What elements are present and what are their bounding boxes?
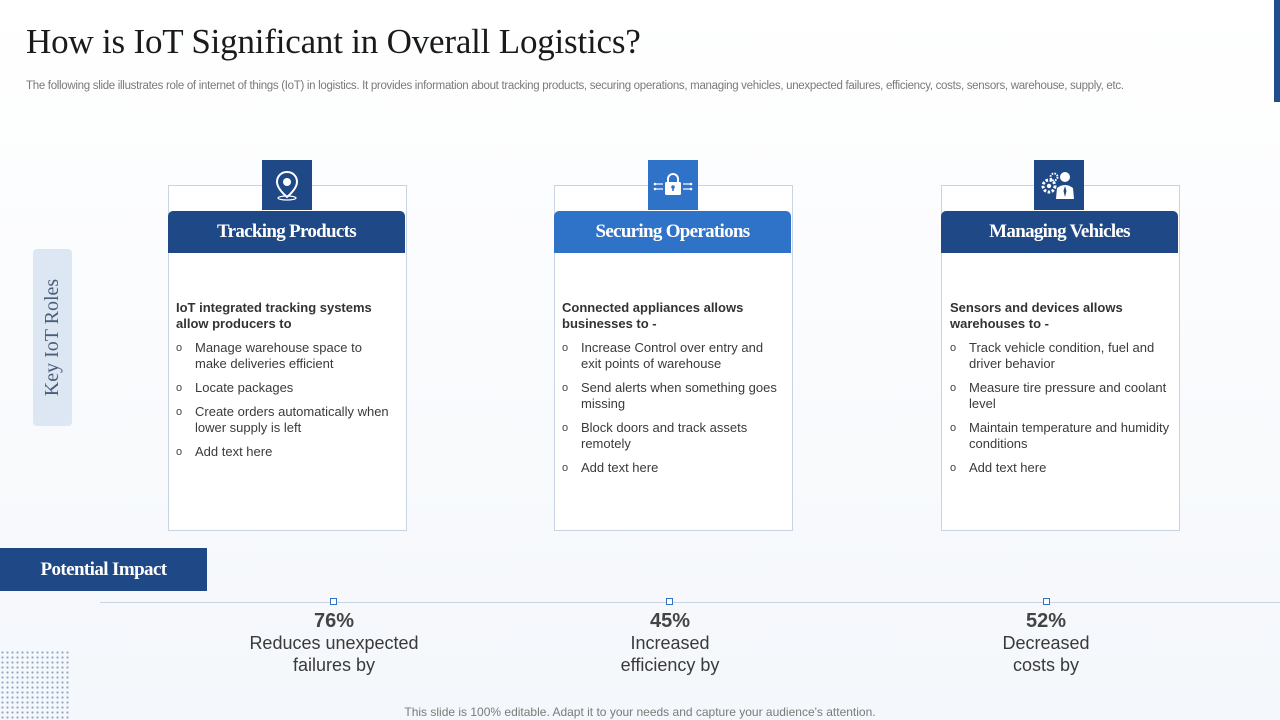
list-item: o Track vehicle condition, fuel and driver behavior (950, 340, 1155, 371)
key-iot-roles-tab (33, 249, 72, 426)
list-item: o Add text here (562, 460, 659, 475)
impact-marker (666, 598, 673, 605)
corner-accent-bar (1272, 0, 1280, 102)
list-item: o Manage warehouse space to make deliveries efficient (176, 340, 362, 371)
stat-description: Reduces unexpected failures by (249, 633, 419, 675)
card-intro: Sensors and devices allows warehouses to - (950, 300, 1123, 331)
card-body (950, 300, 1170, 484)
list-item: o Increase Control over entry and exit points of warehouse (562, 340, 764, 371)
stat-percent: 52% (1025, 610, 1067, 632)
card-header: Managing Vehicles (941, 211, 1178, 253)
card-intro: IoT integrated tracking systems allow producers to (176, 300, 372, 331)
stat-percent: 45% (649, 610, 691, 632)
list-item: o Add text here (950, 460, 1047, 475)
card-header: Tracking Products (168, 211, 405, 253)
impact-stat (560, 610, 780, 676)
footer-note: This slide is 100% editable. Adapt it to your needs and capture your audience's attention. (404, 705, 876, 719)
card-body (562, 300, 782, 484)
card-intro: Connected appliances allows businesses to - (562, 300, 744, 331)
list-item: o Locate packages (176, 380, 294, 395)
card-header: Securing Operations (554, 211, 791, 253)
impact-marker (330, 598, 337, 605)
list-item: o Maintain temperature and humidity conditions (950, 420, 1170, 451)
stat-description: Increased efficiency by (620, 633, 720, 675)
location-pin-icon (262, 160, 312, 210)
side-label: Key IoT Roles (41, 278, 63, 397)
potential-impact-label: Potential Impact (0, 548, 207, 591)
lock-network-icon (648, 160, 698, 210)
manager-gears-icon (1034, 160, 1084, 210)
list-item: o Add text here (176, 444, 273, 459)
page-title: How is IoT Significant in Overall Logistics? (26, 22, 641, 61)
impact-stat (936, 610, 1156, 676)
card-body (176, 300, 396, 468)
list-item: o Measure tire pressure and coolant level (950, 380, 1167, 411)
impact-stat (224, 610, 444, 676)
stat-description: Decreased costs by (1002, 633, 1090, 675)
list-item: o Create orders automatically when lower supply is left (176, 404, 389, 435)
list-item: o Block doors and track assets remotely (562, 420, 748, 451)
page-subtitle: The following slide illustrates role of internet of things (IoT) in logistics. It provides information about tracking products, securing operations, managing vehicles, unexpected failures, efficiency, costs, sensors, warehouse, supply, etc. (26, 80, 1124, 92)
impact-marker (1043, 598, 1050, 605)
stat-percent: 76% (313, 610, 355, 632)
impact-divider (100, 602, 1280, 603)
list-item: o Send alerts when something goes missing (562, 380, 777, 411)
